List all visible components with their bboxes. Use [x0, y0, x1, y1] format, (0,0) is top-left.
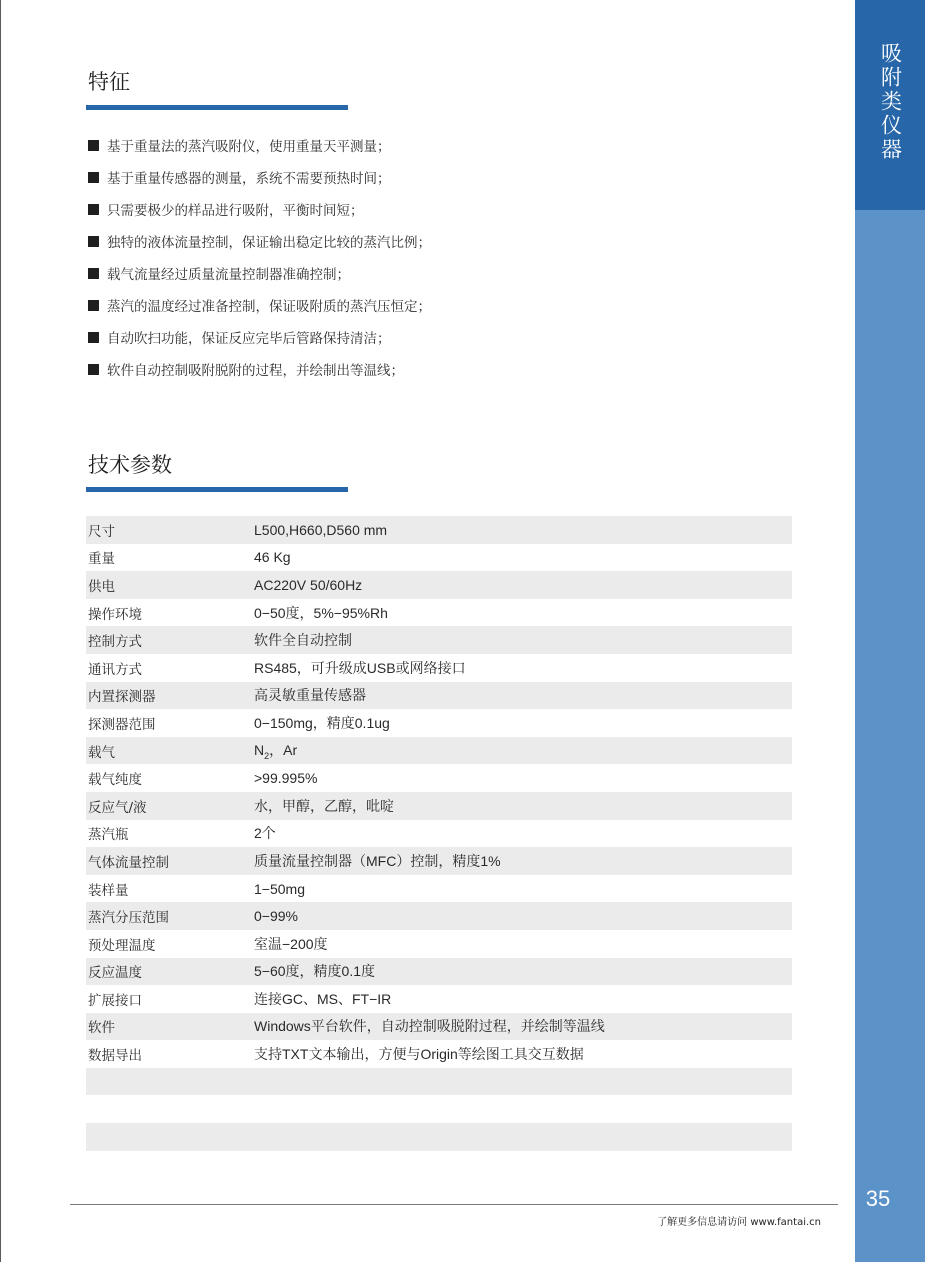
spec-label: 预处理温度 [88, 937, 156, 954]
feature-text: 载气流量经过质量流量控制器准确控制； [107, 267, 350, 283]
spec-label: 气体流量控制 [88, 854, 169, 871]
feature-text: 软件自动控制吸附脱附的过程，并绘制出等温线； [107, 363, 404, 379]
spec-label: 探测器范围 [88, 716, 156, 733]
sidebar-category-title: 吸附类仪器 [878, 42, 903, 162]
spec-value: RS485，可升级成USB或网络接口 [254, 659, 466, 676]
spec-label: 内置探测器 [88, 689, 156, 706]
table-row [86, 985, 792, 1013]
square-bullet-icon [88, 332, 99, 343]
table-row [86, 820, 792, 848]
feature-item [88, 161, 788, 193]
spec-value: 1−50mg [254, 880, 305, 897]
spec-label: 数据导出 [88, 1048, 142, 1065]
footer-divider [70, 1204, 838, 1205]
square-bullet-icon [88, 236, 99, 247]
spec-value: 5−60度，精度0.1度 [254, 963, 375, 980]
footer-website-note: 了解更多信息请访问 www.fantai.cn [657, 1217, 821, 1228]
spec-value: 连接GC、MS、FT−IR [254, 990, 392, 1007]
square-bullet-icon [88, 204, 99, 215]
carrier-gas-subscript: 2 [264, 750, 270, 761]
carrier-gas-formula: N [254, 742, 265, 759]
square-bullet-icon [88, 172, 99, 183]
square-bullet-icon [88, 140, 99, 151]
table-row [86, 599, 792, 627]
spec-label: 尺寸 [88, 523, 115, 540]
feature-item [88, 129, 788, 161]
feature-item [88, 321, 788, 353]
spec-value: Windows平台软件，自动控制吸脱附过程，并绘制等温线 [254, 1018, 605, 1035]
features-list [88, 129, 788, 385]
table-row [86, 1095, 792, 1123]
table-row [86, 930, 792, 958]
table-row [86, 792, 792, 820]
spec-value: 质量流量控制器（MFC）控制，精度1% [254, 852, 501, 869]
table-row [86, 1123, 792, 1151]
sidebar [855, 0, 925, 1262]
spec-label: 装样量 [88, 882, 129, 899]
spec-value: 支持TXT文本输出，方便与Origin等绘图工具交互数据 [254, 1046, 584, 1063]
table-row [86, 958, 792, 986]
feature-text: 基于重量传感器的测量，系统不需要预热时间； [107, 171, 391, 187]
table-row [86, 626, 792, 654]
spec-value: >99.995% [254, 770, 318, 787]
spec-label: 供电 [88, 578, 115, 595]
table-row [86, 682, 792, 710]
table-row [86, 847, 792, 875]
spec-value: 46 Kg [254, 549, 291, 566]
spec-label: 扩展接口 [88, 992, 142, 1009]
table-row [86, 875, 792, 903]
square-bullet-icon [88, 300, 99, 311]
spec-value: 0−99% [254, 908, 298, 925]
spec-label: 重量 [88, 551, 115, 568]
spec-value: 水，甲醇，乙醇，吡啶 [254, 797, 394, 814]
feature-text: 蒸汽的温度经过准备控制，保证吸附质的蒸汽压恒定； [107, 299, 431, 315]
spec-label: 控制方式 [88, 634, 142, 651]
feature-text: 基于重量法的蒸汽吸附仪，使用重量天平测量； [107, 139, 391, 155]
feature-item [88, 225, 788, 257]
spec-value: 软件全自动控制 [254, 632, 352, 649]
table-row [86, 1068, 792, 1096]
spec-label: 载气 [88, 744, 115, 761]
spec-value: 2个 [254, 825, 276, 842]
spec-label: 反应温度 [88, 965, 142, 982]
spec-value: 0−50度，5%−95%Rh [254, 604, 388, 621]
spec-label: 蒸汽瓶 [88, 827, 129, 844]
spec-label: 软件 [88, 1020, 115, 1037]
sidebar-category-block [855, 0, 925, 210]
carrier-gas-rest: ，Ar [269, 742, 298, 759]
feature-item [88, 257, 788, 289]
spec-label: 通讯方式 [88, 661, 142, 678]
feature-text: 自动吹扫功能，保证反应完毕后管路保持清洁； [107, 331, 391, 347]
spec-value: 室温−200度 [254, 935, 328, 952]
features-heading-underline [86, 105, 348, 110]
table-row [86, 764, 792, 792]
square-bullet-icon [88, 268, 99, 279]
page-number: 35 [865, 1186, 891, 1211]
feature-text: 只需要极少的样品进行吸附，平衡时间短； [107, 203, 364, 219]
feature-item [88, 193, 788, 225]
spec-label: 载气纯度 [88, 772, 142, 789]
table-row [86, 902, 792, 930]
spec-label: 反应气/液 [88, 799, 147, 816]
table-row [86, 654, 792, 682]
table-row [86, 1013, 792, 1041]
feature-item [88, 353, 788, 385]
table-row [86, 709, 792, 737]
spec-value: L500,H660,D560 mm [254, 521, 388, 538]
spec-value: 0−150mg，精度0.1ug [254, 714, 390, 731]
spec-value: AC220V 50/60Hz [254, 576, 363, 593]
spec-label: 操作环境 [88, 606, 142, 623]
square-bullet-icon [88, 364, 99, 375]
specs-table [86, 516, 792, 1151]
table-row [86, 1040, 792, 1068]
table-row [86, 571, 792, 599]
feature-text: 独特的液体流量控制，保证输出稳定比较的蒸汽比例； [107, 235, 431, 251]
feature-item [88, 289, 788, 321]
specs-heading: 技术参数 [88, 453, 172, 477]
features-heading: 特征 [88, 70, 130, 94]
specs-heading-underline [86, 487, 348, 492]
table-row [86, 516, 792, 544]
spec-value [254, 740, 792, 761]
spec-value: 高灵敏重量传感器 [254, 687, 366, 704]
left-margin-rule [0, 0, 1, 1262]
spec-label: 蒸汽分压范围 [88, 910, 169, 927]
table-row [86, 737, 792, 765]
table-row [86, 544, 792, 572]
